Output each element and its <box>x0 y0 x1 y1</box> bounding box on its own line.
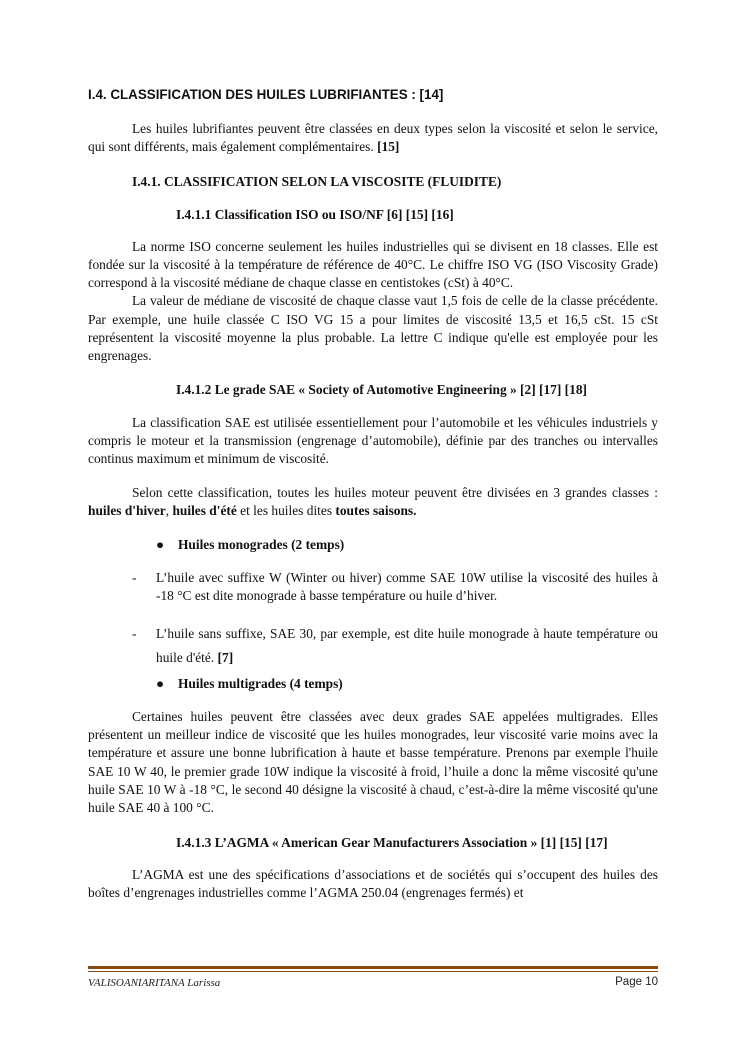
bullet-monogrades: ● Huiles monogrades (2 temps) <box>156 537 345 553</box>
footer-rule <box>88 966 658 969</box>
bullet-dot-icon: ● <box>156 537 165 553</box>
document-page <box>88 86 658 902</box>
dash-icon: - <box>132 570 137 586</box>
page-number: Page 10 <box>615 976 658 988</box>
subsection-title-agma: I.4.1.3 L’AGMA « American Gear Manufacturers Association » [1] [15] [17] <box>176 834 608 850</box>
sae-paragraph-1: La classification SAE est utilisée essentiellement pour l’automobile et les véhicules industriels y compris le moteur et la transmission (engrenage d’automobile), définie par des tranches ou intervalles continus maximum et minimum de viscosité. <box>88 414 658 467</box>
intro-ref: [15] <box>377 139 400 155</box>
bullet-dot-icon: ● <box>156 675 165 691</box>
subsection-title-viscosity: I.4.1. CLASSIFICATION SELON LA VISCOSITE (FLUIDITE) <box>132 173 502 189</box>
section-title: I.4. CLASSIFICATION DES HUILES LUBRIFIANTES : [14] <box>88 87 444 102</box>
footer-author: VALISOANIARITANA Larissa <box>88 977 221 989</box>
intro-text: Les huiles lubrifiantes peuvent être classées en deux types selon la viscosité et selon le service, qui sont différents, mais également complémentaires. <box>88 121 658 155</box>
iso-paragraph-2: La valeur de médiane de viscosité de chaque classe vaut 1,5 fois de celle de la classe précédente. Par exemple, une huile classée C ISO VG 15 a pour limites de viscosité 13,5 et 16,5 cSt. 15 cSt représentent la viscosité moyenne la plus probable. La lettre C indique qu'elle est employée pour les engrenages. <box>88 293 658 364</box>
agma-paragraph-1: L’AGMA est une des spécifications d’associations et de sociétés qui s’occupent des huiles des boîtes d’engrenages industrielles comme l’AGMA 250.04 (engrenages fermés) et <box>88 866 658 900</box>
subsection-title-sae: I.4.1.2 Le grade SAE « Society of Automotive Engineering » [2] [17] [18] <box>176 381 587 397</box>
dash-icon: - <box>132 625 137 641</box>
dash-item-summer: - L’huile sans suffixe, SAE 30, par exemple, est dite huile monograde à haute température ou huile d'été. [7] <box>88 622 658 670</box>
bullet-multigrades: ● Huiles multigrades (4 temps) <box>156 675 343 691</box>
intro-paragraph <box>88 120 658 157</box>
dash-item-winter: - L’huile avec suffixe W (Winter ou hiver) comme SAE 10W utilise la viscosité des huiles à -18 °C est dite monograde à basse température ou huile d’hiver. <box>132 570 658 604</box>
sae-paragraph-2: Selon cette classification, toutes les huiles moteur peuvent être divisées en 3 grandes classes : huiles d'hiver, huiles d'été et les huiles dites toutes saisons. <box>88 484 658 518</box>
sae-paragraph-3: Certaines huiles peuvent être classées avec deux grades SAE appelées multigrades. Elles présentent un meilleur indice de viscosité que les huiles monogrades, leur viscosité varie moins avec la température et assure une bonne lubrification à haute et basse température. Prenons par exemple l'huile SAE 10 W 40, le premier grade 10W indique la viscosité à froid, l’huile a donc la même viscosité qu'une huile SAE 10 W à -18 °C, le second 40 désigne la viscosité à chaud, c’est-à-dire la même viscosité qu'une huile SAE 40 à 100 °C. <box>88 708 658 816</box>
footer-rule-thin <box>88 971 658 972</box>
subsection-title-iso: I.4.1.1 Classification ISO ou ISO/NF [6] [15] [16] <box>176 206 454 222</box>
iso-paragraph-1: La norme ISO concerne seulement les huiles industrielles qui se divisent en 18 classes. Elle est fondée sur la viscosité à la température de référence de 40°C. Le chiffre ISO VG (ISO Viscosity Grade) correspond à la viscosité médiane de chaque classe en centistokes (cSt) à 40°C. <box>88 238 658 291</box>
